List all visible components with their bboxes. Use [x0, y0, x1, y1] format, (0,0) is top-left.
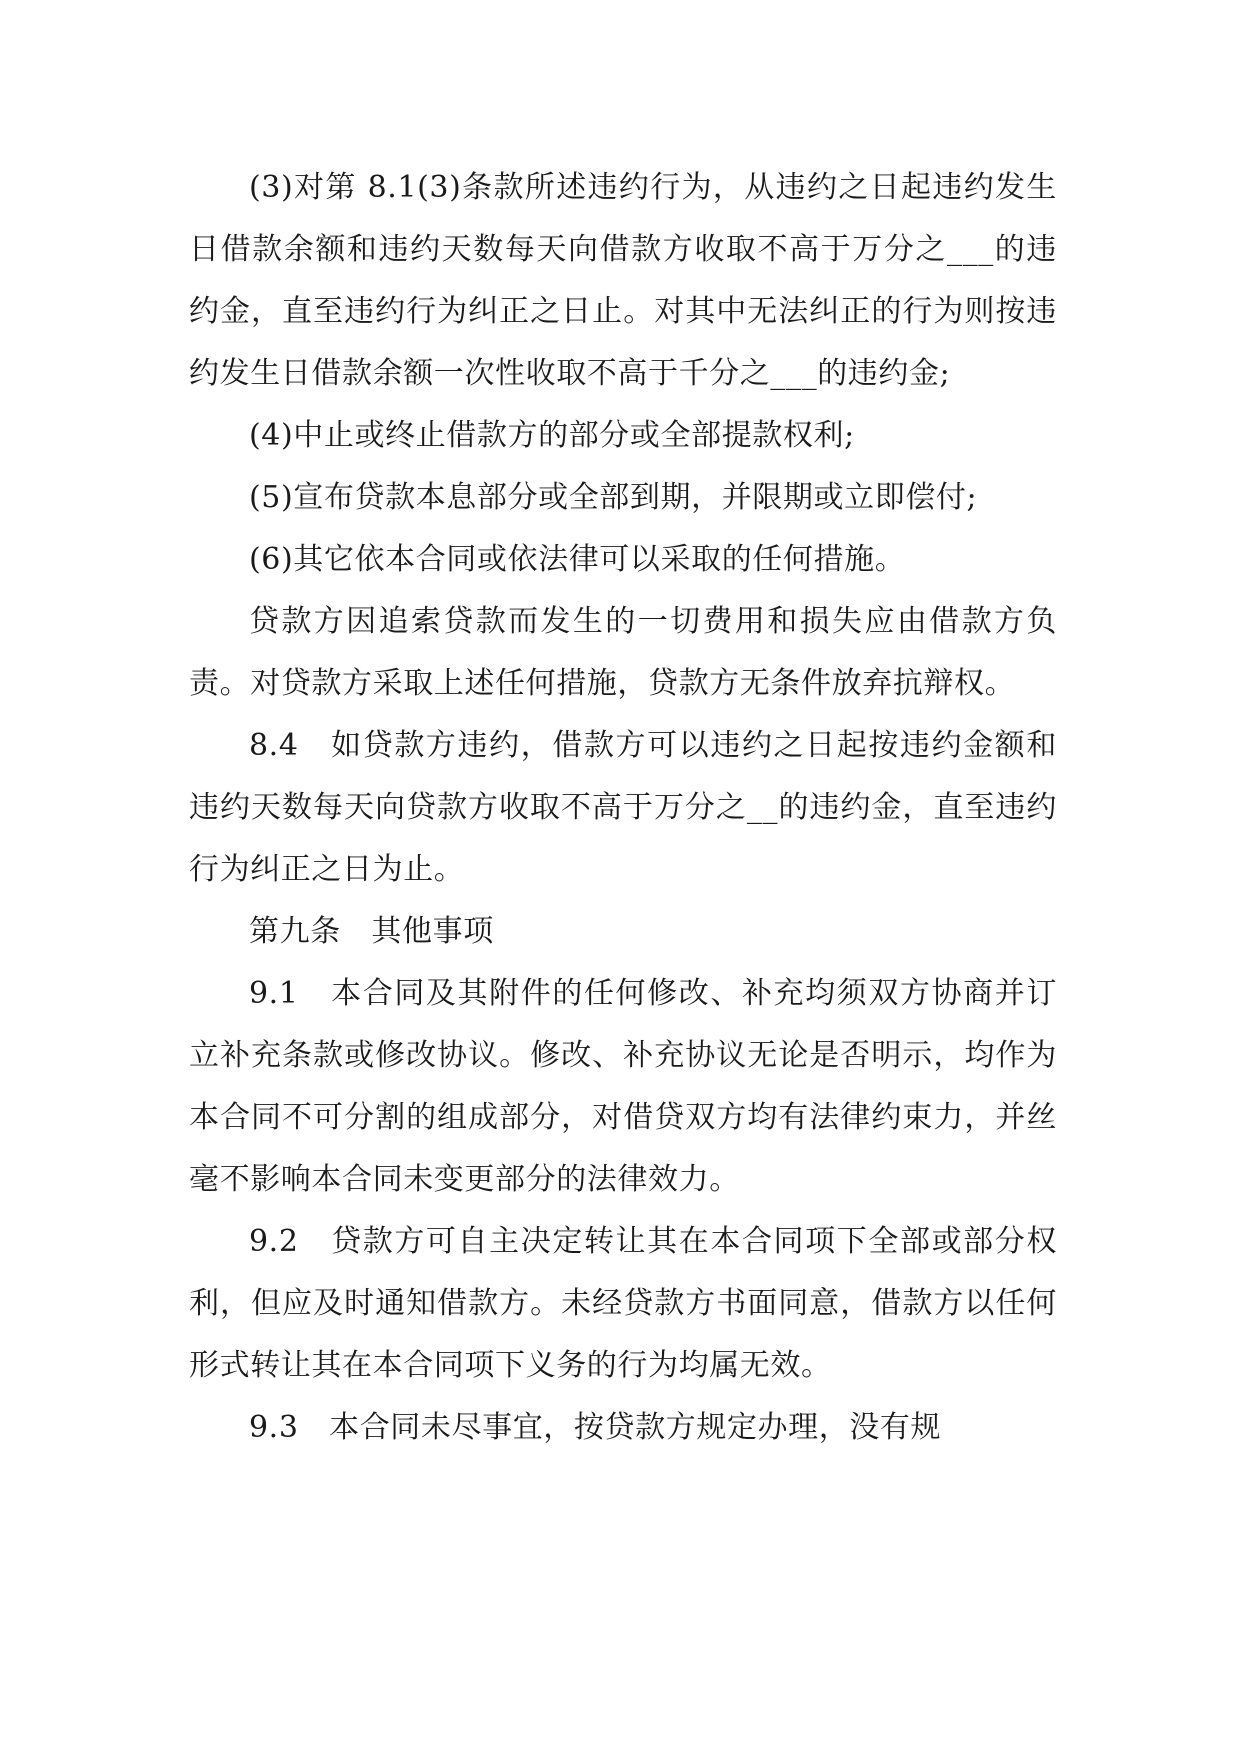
paragraph-clause-9-2: 9.2 贷款方可自主决定转让其在本合同项下全部或部分权利，但应及时通知借款方。未经贷款方书面同意，借款方以任何形式转让其在本合同项下义务的行为均属无效。	[189, 1224, 1057, 1383]
section-heading-article-9: 第九条 其他事项	[249, 914, 494, 949]
paragraph-clause-9-1: 9.1 本合同及其附件的任何修改、补充均须双方协商并订立补充条款或修改协议。修改、补充协议无论是否明示，均作为本合同不可分割的组成部分，对借贷双方均有法律约束力，并丝毫不影响本合同未变更部分的法律效力。	[189, 976, 1057, 1197]
paragraph-breach-clause-4: (4)中止或终止借款方的部分或全部提款权利;	[249, 418, 855, 453]
paragraph-breach-clause-6: (6)其它依本合同或依法律可以采取的任何措施。	[249, 542, 906, 577]
paragraph-breach-clause-5: (5)宣布贷款本息部分或全部到期，并限期或立即偿付;	[249, 480, 978, 515]
paragraph-breach-clause-3: (3)对第 8.1(3)条款所述违约行为，从违约之日起违约发生日借款余额和违约天数每天向借款方收取不高于万分之___的违约金，直至违约行为纠正之日止。对其中无法纠正的行为则按违约发生日借款余额一次性收取不高于千分之___的违约金;	[189, 170, 1057, 391]
paragraph-recovery-costs: 贷款方因追索贷款而发生的一切费用和损失应由借款方负责。对贷款方采取上述任何措施，贷款方无条件放弃抗辩权。	[189, 604, 1057, 701]
document-page	[189, 157, 1057, 1459]
paragraph-clause-8-4: 8.4 如贷款方违约，借款方可以违约之日起按违约金额和违约天数每天向贷款方收取不高于万分之__的违约金，直至违约行为纠正之日为止。	[189, 728, 1057, 887]
paragraph-clause-9-3: 9.3 本合同未尽事宜，按贷款方规定办理，没有规	[249, 1410, 942, 1445]
